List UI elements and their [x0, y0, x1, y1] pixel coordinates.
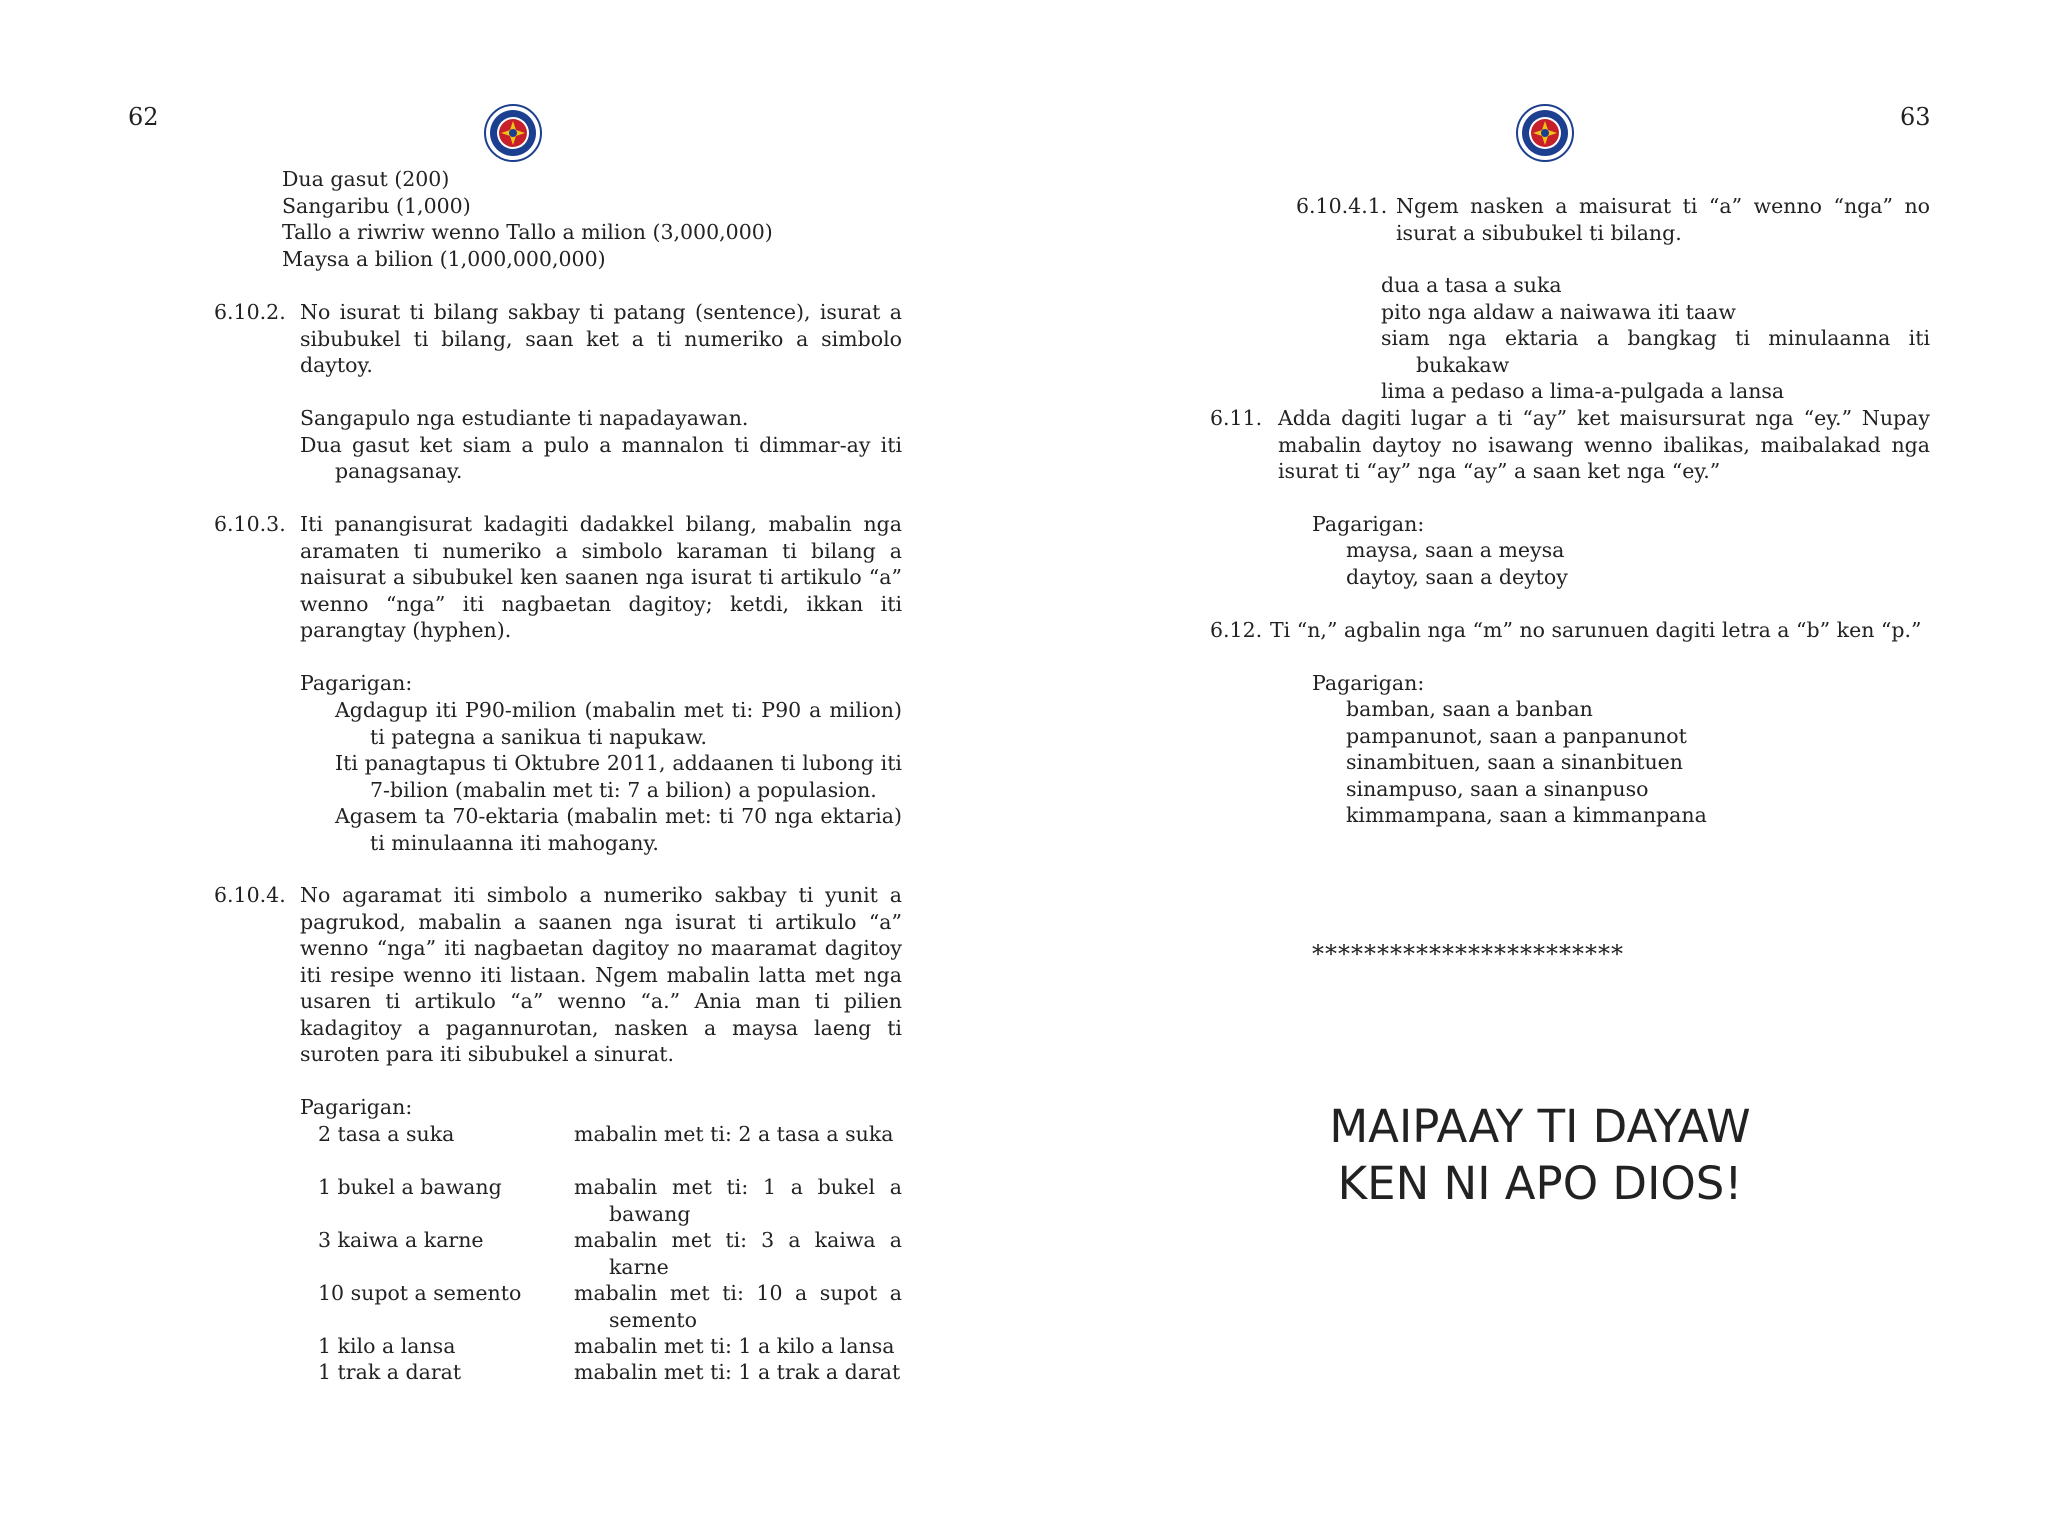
section-text-6-12: Ti “n,” agbalin nga “m” no sarunuen dagiti letra a “b” ken “p.” — [1270, 618, 1922, 642]
section-number-6-10-4: 6.10.4. — [214, 883, 286, 907]
number-examples-list — [282, 166, 773, 272]
example-sentence: Agdagup iti P90-milion (mabalin met ti: P90 a milion) ti pategna a sanikua ti napukaw. — [335, 698, 902, 749]
table-cell-left: 1 kilo a lansa — [318, 1334, 456, 1358]
right-page-number: 63 — [1900, 103, 1931, 131]
example-sentence: Sangapulo nga estudiante ti napadayawan. — [300, 406, 749, 430]
section-text-6-10-4-1 — [1396, 193, 1930, 246]
table-cell-right: mabalin met ti: 10 a supot a semento — [574, 1281, 902, 1332]
section-examples-6-10-3 — [335, 697, 902, 856]
closing-line: MAIPAAY TI DAYAW — [1329, 1100, 1751, 1153]
table-cell-left: 1 bukel a bawang — [318, 1175, 502, 1199]
closing-heading — [1240, 1098, 1840, 1212]
table-cell-right: mabalin met ti: 2 a tasa a suka — [574, 1122, 894, 1146]
example-phrase: siam nga ektaria a bangkag ti minulaanna iti bukakaw — [1381, 326, 1930, 377]
example-phrase: pampanunot, saan a panpanunot — [1346, 723, 1687, 748]
example-phrase: bamban, saan a banban — [1346, 697, 1593, 721]
section-text-6-11: Adda dagiti lugar a ti “ay” ket maisursurat nga “ey.” Nupay mabalin daytoy no isawang wenno ibalikas, maibalakad nga isurat ti “ay” nga “ay” a saan ket nga “ey.” — [1278, 406, 1930, 483]
section-examples-6-11 — [1346, 537, 1568, 590]
left-page-number: 62 — [128, 103, 159, 131]
closing-line: KEN NI APO DIOS! — [1337, 1157, 1743, 1210]
institution-seal-icon — [484, 104, 542, 162]
example-sentence: Agasem ta 70-ektaria (mabalin met: ti 70 nga ektaria) ti minulaanna iti mahogany. — [335, 804, 902, 855]
example-phrase: pito nga aldaw a naiwawa iti taaw — [1381, 299, 1736, 324]
example-phrase: lima a pedaso a lima-a-pulgada a lansa — [1381, 379, 1785, 403]
example-phrase: kimmampana, saan a kimmanpana — [1346, 803, 1707, 827]
pagarigan-label: Pagarigan: — [300, 1095, 413, 1119]
section-text-6-10-3: Iti panangisurat kadagiti dadakkel bilang, mabalin nga aramaten ti numeriko a simbolo karaman ti bilang a naisurat a sibubukel ken saanen nga isurat ti artikulo “a” wenno “nga” iti nagbaetan dagitoy; ketdi, ikkan iti parangtay (hyphen). — [300, 512, 902, 642]
pagarigan-label: Pagarigan: — [1312, 512, 1425, 536]
list-item: Sangaribu (1,000) — [282, 193, 471, 218]
example-phrase: maysa, saan a meysa — [1346, 538, 1565, 562]
table-cell-right: mabalin met ti: 1 a bukel a bawang — [574, 1175, 902, 1226]
list-item: Tallo a riwriw wenno Tallo a milion (3,000,000) — [282, 220, 773, 244]
section-number-6-12: 6.12. — [1210, 618, 1263, 642]
list-item: Dua gasut (200) — [282, 167, 450, 191]
section-text-6-10-4: No agaramat iti simbolo a numeriko sakbay ti yunit a pagrukod, mabalin a saanen nga isurat ti artikulo “a” wenno “nga” iti nagbaetan dagitoy no maaramat dagitoy iti resipe wenno iti listaan. Ngem mabalin latta met nga usaren ti artikulo “a” wenno “a.” Ania man ti pilien kadagitoy a pagannurotan, nasken a maysa laeng ti suroten para iti sibubukel a sinurat. — [300, 883, 902, 1066]
section-text: Ngem nasken a maisurat ti “a” wenno “nga” no isurat a sibubukel ti bilang. — [1396, 194, 1930, 245]
section-examples-6-10-4-1 — [1381, 272, 1930, 405]
section-number-6-11: 6.11. — [1210, 406, 1263, 430]
pagarigan-label: Pagarigan: — [300, 671, 413, 695]
pagarigan-label: Pagarigan: — [1312, 671, 1425, 695]
section-examples-6-12 — [1346, 696, 1707, 829]
list-item: Maysa a bilion (1,000,000,000) — [282, 246, 606, 271]
section-number-6-10-2: 6.10.2. — [214, 300, 286, 324]
institution-seal-icon — [1516, 104, 1574, 162]
section-examples-6-10-2 — [300, 405, 902, 485]
example-phrase: dua a tasa a suka — [1381, 273, 1562, 297]
section-divider-stars: ************************ — [1312, 940, 1624, 968]
table-cell-left: 1 trak a darat — [318, 1360, 462, 1384]
example-sentence: Dua gasut ket siam a pulo a mannalon ti dimmar-ay iti panagsanay. — [300, 432, 902, 483]
table-cell-left: 3 kaiwa a karne — [318, 1228, 484, 1252]
section-text-6-10-2: No isurat ti bilang sakbay ti patang (sentence), isurat a sibubukel ti bilang, saan ket a ti numeriko a simbolo daytoy. — [300, 300, 902, 377]
section-number-6-10-3: 6.10.3. — [214, 512, 286, 536]
example-phrase: sinampuso, saan a sinanpuso — [1346, 776, 1649, 801]
table-cell-left: 10 supot a semento — [318, 1281, 522, 1305]
table-cell-right: mabalin met ti: 1 a trak a darat — [574, 1360, 901, 1384]
example-phrase: sinambituen, saan a sinanbituen — [1346, 750, 1684, 774]
table-cell-right: mabalin met ti: 3 a kaiwa a karne — [574, 1228, 902, 1279]
example-phrase: daytoy, saan a deytoy — [1346, 564, 1568, 589]
table-cell-right: mabalin met ti: 1 a kilo a lansa — [574, 1334, 895, 1358]
example-sentence: Iti panagtapus ti Oktubre 2011, addaanen ti lubong iti 7-bilion (mabalin met ti: 7 a bilion) a populasion. — [335, 751, 902, 802]
table-cell-left: 2 tasa a suka — [318, 1122, 455, 1146]
section-number-6-10-4-1: 6.10.4.1. — [1296, 194, 1388, 218]
